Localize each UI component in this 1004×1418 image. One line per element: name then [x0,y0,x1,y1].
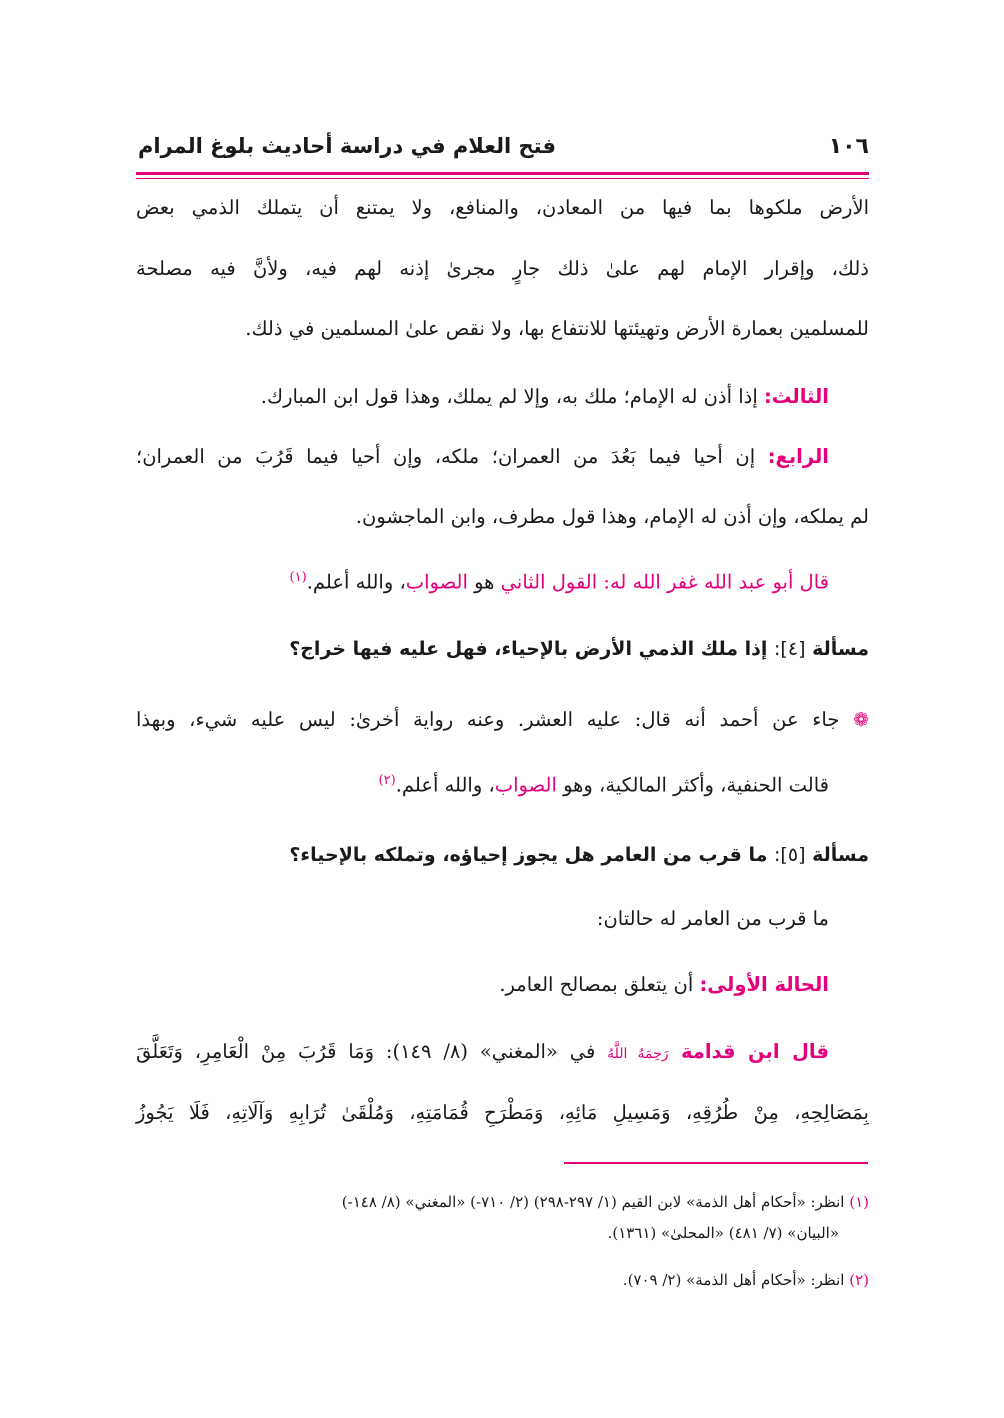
issue-4-title: إذا ملك الذمي الأرض بالإحياء، فهل عليه فيها خراج؟ [289,638,775,660]
author-mid: هو [467,570,501,594]
author-opinion: القول الثاني [500,570,598,594]
page-number: ١٠٦ [828,133,869,159]
author-end: ، والله أعلم. [306,570,406,594]
footnote-1-number: (١) [849,1193,869,1211]
issue-5-number: [٥]: [774,844,806,866]
footnote-2 [136,1268,869,1292]
footnote-2-text: انظر: «أحكام أهل الذمة» (٢/ ٧٠٩). [622,1271,850,1289]
header-rule-thin [136,178,869,179]
quote-label: قال ابن قدامة [668,1040,829,1063]
footnote-2-number: (٢) [849,1271,869,1289]
quote-honorific: رَحِمَهُ اللَّهُ [607,1046,669,1062]
issue-4-text-2a: قالت الحنفية، وأكثر المالكية، وهو [556,773,829,797]
issue-4-number: [٤]: [774,638,806,660]
opinion-fourth-continued: لم يملكه، وإن أذن له الإمام، وهذا قول مطرف، وابن الماجشون. [355,505,869,528]
footnote-ref-2[interactable]: (٢) [378,773,396,788]
author-label: قال أبو عبد الله غفر الله له: [597,570,829,594]
footnote-rule [564,1162,868,1164]
issue-4-line-2 [136,766,869,801]
footnote-1-line-2: «البيان» (٧/ ٤٨١) «المحلىٰ» (١٣٦١). [607,1224,839,1242]
issue-5-heading [136,840,869,870]
opinion-fourth-label: الرابع: [767,445,829,468]
opinion-fourth-text: إن أحيا فيما بَعُدَ من العمران؛ ملكه، وإن أحيا فيما قَرُبَ من العمران؛ [136,445,768,468]
author-correct: الصواب [405,570,468,594]
issue-5-title: ما قرب من العامر هل يجوز إحياؤه، وتملكه بالإحياء؟ [289,844,775,866]
quote-line-1 [136,1037,869,1069]
quote-text: في «المغني» (٨/ ١٤٩): وَمَا قَرُبَ مِنْ الْعَامِرِ، وَتَعَلَّقَ [136,1040,608,1063]
quote-line-2: بِمَصَالِحِهِ، مِنْ طُرُقِهِ، وَمَسِيلِ مَائِهِ، وَمَطْرَحِ قُمَامَتِهِ، وَمُلْقَىٰ تُرَابِهِ وَآلَاتِهِ، فَلَا يَجُوزُ [136,1101,869,1124]
state-1-text: أن يتعلق بمصالح العامر. [499,973,700,996]
opinion-third [136,382,869,412]
opinion-third-text: إذا أذن له الإمام؛ ملك به، وإلا لم يملك، وهذا قول ابن المبارك. [260,385,764,408]
flower-icon: ❁ [853,709,869,731]
book-title: فتح العلام في دراسة أحاديث بلوغ المرام [138,134,556,158]
header-rule [136,172,869,175]
issue-5-label: مسألة [805,844,869,866]
issue-4-heading [136,634,869,664]
body-line-1: الأرض ملكوها بما فيها من المعادن، والمنافع، ولا يمتنع أن يتملك الذمي بعض [136,196,869,219]
issue-4-label: مسألة [805,638,869,660]
issue-4-text-1: جاء عن أحمد أنه قال: عليه العشر. وعنه رواية أخرىٰ: ليس عليه شيء، وبهذا [136,708,854,731]
footnote-1-line-1 [136,1190,869,1214]
issue-4-line-1 [136,705,869,735]
issue-4-correct: الصواب [494,773,557,797]
body-line-3: للمسلمين بعمارة الأرض وتهيئتها للانتفاع بها، ولا نقص علىٰ المسلمين في ذلك. [245,317,869,340]
state-1 [136,970,869,1000]
body-line-2: ذلك، وإقرار الإمام لهم علىٰ ذلك جارٍ مجرىٰ إذنه لهم فيه، ولأنَّ فيه مصلحة [136,257,869,280]
footnote-1-text: انظر: «أحكام أهل الذمة» لابن القيم (١/ ٢٩٧-٢٩٨) (٢/ ٧١٠-) «المغني» (٨/ ١٤٨-) [341,1193,850,1211]
page-header [138,126,869,166]
state-1-label: الحالة الأولى: [699,973,829,996]
opinion-third-label: الثالث: [763,385,829,408]
opinion-fourth [136,442,869,472]
issue-4-text-2b: ، والله أعلم. [395,773,495,797]
issue-5-intro: ما قرب من العامر له حالتان: [596,907,829,930]
footnote-ref-1[interactable]: (١) [289,570,307,585]
author-conclusion [136,563,869,598]
